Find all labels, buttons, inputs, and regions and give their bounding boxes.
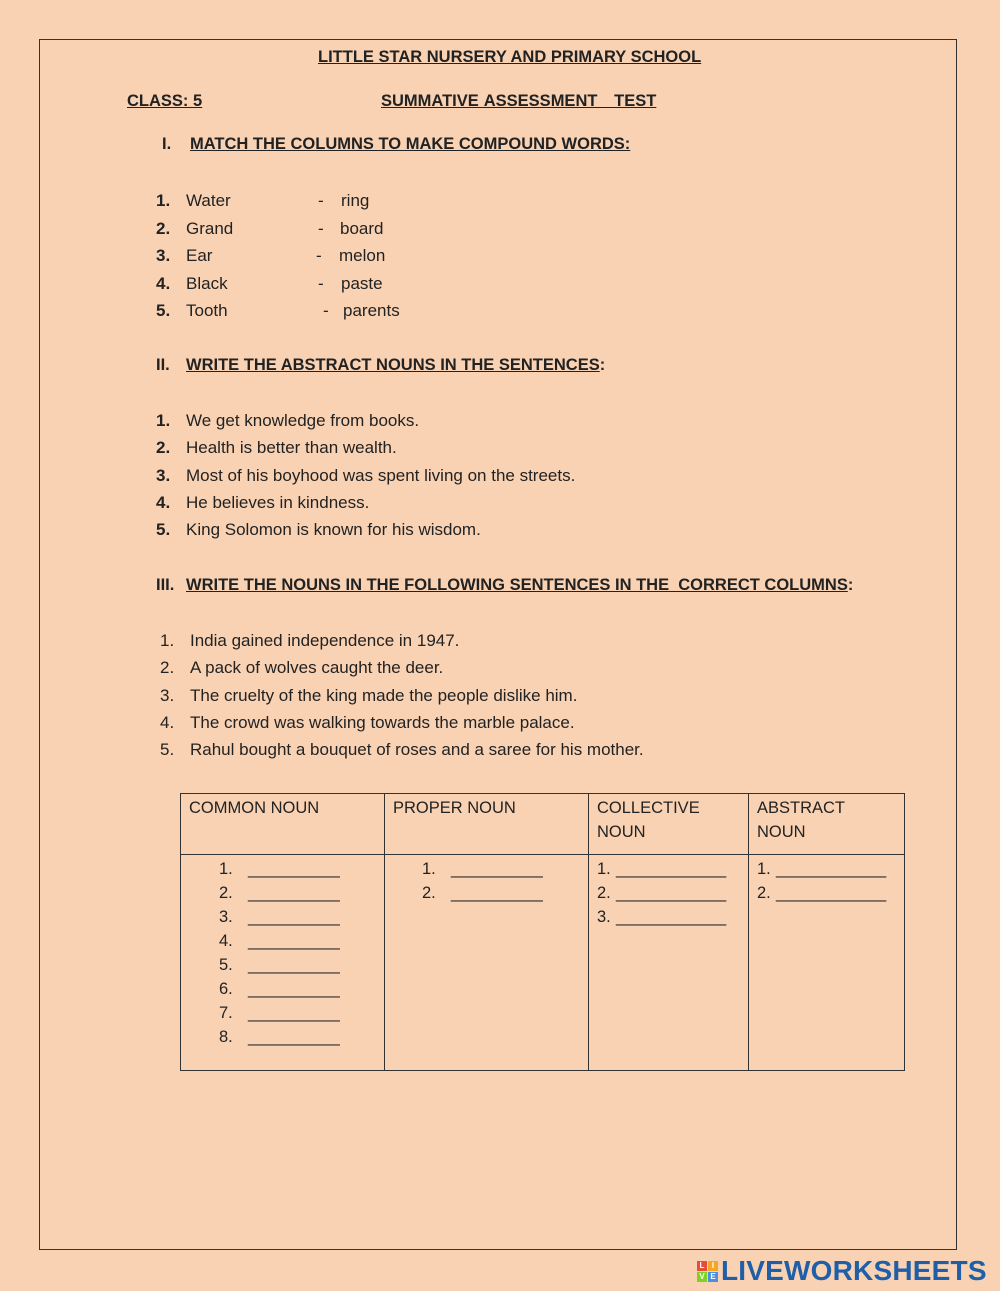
answer-number: 1. — [219, 860, 233, 878]
item-number: 5. — [160, 740, 175, 760]
answer-blank-line[interactable] — [597, 857, 747, 881]
item-number: 3. — [160, 685, 175, 705]
answer-blank[interactable]: __________ — [248, 932, 340, 950]
class-label: CLASS: 5 — [127, 92, 203, 110]
answer-blank[interactable]: __________ — [248, 908, 340, 926]
answer-number: 4. — [219, 932, 233, 950]
item-number: 2. — [160, 658, 175, 678]
school-title: LITTLE STAR NURSERY AND PRIMARY SCHOOL — [318, 48, 702, 66]
answer-blank[interactable]: __________ — [248, 884, 340, 902]
brand-text: LIVEWORKSHEETS — [721, 1255, 987, 1286]
logo-letter: L — [697, 1261, 707, 1271]
answer-blank[interactable]: __________ — [451, 860, 543, 878]
compound-dash: - — [323, 301, 329, 320]
answer-number: 3. — [597, 908, 611, 926]
compound-left-word: Grand — [186, 218, 234, 238]
section-2-number: II. — [156, 356, 170, 374]
answer-blank-line[interactable] — [219, 953, 383, 977]
compound-dash: - — [316, 246, 322, 265]
compound-item — [156, 218, 384, 239]
answer-number: 1. — [422, 860, 436, 878]
noun-sentence — [160, 631, 459, 651]
answer-blank[interactable]: __________ — [451, 884, 543, 902]
answer-number: 1. — [757, 860, 771, 878]
answer-blank[interactable]: ____________ — [616, 884, 727, 902]
answer-blank-line[interactable] — [422, 857, 587, 881]
answer-number: 2. — [757, 884, 771, 902]
abstract-sentence[interactable] — [156, 411, 419, 431]
answer-blank-line[interactable] — [757, 881, 903, 905]
answer-blank-line[interactable] — [219, 1001, 383, 1025]
compound-right-word[interactable]: parents — [343, 301, 400, 320]
item-number: 4. — [156, 273, 171, 293]
common-noun-cell[interactable] — [181, 855, 385, 1071]
header-common-noun: COMMON NOUN — [181, 794, 385, 855]
answer-blank-line[interactable] — [219, 881, 383, 905]
section-2-title: WRITE THE ABSTRACT NOUNS IN THE SENTENCES — [186, 356, 600, 374]
answer-blank[interactable]: ____________ — [616, 908, 727, 926]
compound-dash: - — [318, 191, 324, 210]
answer-blank[interactable]: ____________ — [776, 860, 887, 878]
section-3-number: III. — [156, 576, 175, 594]
item-number: 1. — [156, 191, 171, 210]
answer-blank-line[interactable] — [219, 977, 383, 1001]
item-number: 2. — [156, 438, 171, 458]
table-answer-row — [181, 855, 905, 1071]
section-2-colon: : — [599, 356, 606, 374]
section-2-heading — [156, 356, 605, 375]
item-number: 4. — [156, 492, 171, 512]
sentence-text: The cruelty of the king made the people dislike him. — [190, 685, 578, 705]
compound-left-word: Ear — [186, 246, 213, 265]
abstract-noun-cell[interactable] — [749, 855, 905, 1071]
item-number: 1. — [156, 411, 171, 430]
header-collective-noun: COLLECTIVE NOUN — [589, 794, 749, 855]
compound-right-word[interactable]: ring — [341, 191, 370, 210]
answer-blank[interactable]: __________ — [248, 1028, 340, 1046]
answer-blank[interactable]: __________ — [248, 980, 340, 998]
compound-left-word: Black — [186, 273, 228, 293]
section-3-colon: : — [847, 576, 854, 594]
compound-dash: - — [318, 273, 324, 293]
compound-right-word[interactable]: board — [340, 218, 384, 238]
answer-blank[interactable]: __________ — [248, 956, 340, 974]
noun-sentence — [160, 658, 443, 678]
noun-sentence — [160, 740, 644, 760]
abstract-sentence[interactable] — [156, 438, 397, 458]
sentence-text: Health is better than wealth. — [186, 438, 397, 458]
answer-number: 2. — [422, 884, 436, 902]
item-number: 5. — [156, 301, 171, 320]
collective-noun-cell[interactable] — [589, 855, 749, 1071]
item-number: 4. — [160, 712, 175, 732]
sentence-text: He believes in kindness. — [186, 492, 370, 512]
noun-columns-table — [180, 793, 905, 1071]
item-number: 2. — [156, 218, 171, 238]
compound-dash: - — [318, 218, 324, 238]
compound-item — [156, 301, 400, 321]
answer-blank-line[interactable] — [219, 929, 383, 953]
answer-number: 2. — [597, 884, 611, 902]
header-proper-noun: PROPER NOUN — [385, 794, 589, 855]
header-abstract-noun: ABSTRACT NOUN — [749, 794, 905, 855]
sentence-text: A pack of wolves caught the deer. — [190, 658, 444, 678]
section-3-heading — [156, 576, 853, 595]
answer-number: 7. — [219, 1004, 233, 1022]
compound-item — [156, 191, 370, 211]
compound-right-word[interactable]: melon — [339, 246, 386, 265]
sentence-text: India gained independence in 1947. — [190, 631, 460, 650]
answer-blank[interactable]: __________ — [248, 860, 340, 878]
proper-noun-cell[interactable] — [385, 855, 589, 1071]
answer-number: 5. — [219, 956, 233, 974]
item-number: 3. — [156, 465, 171, 485]
test-title: SUMMATIVE ASSESSMENT TEST — [381, 92, 657, 110]
sentence-text: We get knowledge from books. — [186, 411, 420, 430]
compound-item — [156, 273, 383, 294]
logo-letter: E — [708, 1272, 718, 1282]
answer-blank-line[interactable] — [757, 857, 903, 881]
logo-letter: I — [708, 1261, 718, 1271]
answer-blank[interactable]: __________ — [248, 1004, 340, 1022]
answer-blank-line[interactable] — [597, 905, 747, 929]
sentence-text: The crowd was walking towards the marble palace. — [190, 712, 575, 732]
answer-blank[interactable]: ____________ — [616, 860, 727, 878]
answer-blank-line[interactable] — [422, 881, 587, 905]
section-1-heading — [162, 135, 630, 154]
answer-blank[interactable]: ____________ — [776, 884, 887, 902]
answer-number: 3. — [219, 908, 233, 926]
answer-blank-line[interactable] — [219, 905, 383, 929]
table-header-row — [181, 794, 905, 855]
abstract-sentence[interactable] — [156, 520, 481, 540]
logo-letter: V — [697, 1272, 707, 1282]
answer-blank-line[interactable] — [597, 881, 747, 905]
noun-sentence — [160, 713, 575, 733]
section-3-title: WRITE THE NOUNS IN THE FOLLOWING SENTENCES IN THE CORRECT COLUMNS — [186, 576, 848, 594]
item-number: 3. — [156, 246, 171, 265]
item-number: 5. — [156, 520, 171, 540]
answer-blank-line[interactable] — [219, 1025, 383, 1049]
abstract-sentence[interactable] — [156, 493, 369, 513]
answer-number: 6. — [219, 980, 233, 998]
answer-number: 8. — [219, 1028, 233, 1046]
abstract-sentence[interactable] — [156, 466, 575, 486]
sentence-text: Rahul bought a bouquet of roses and a saree for his mother. — [190, 740, 644, 760]
compound-left-word: Water — [186, 191, 231, 210]
compound-item — [156, 246, 386, 266]
sentence-text: Most of his boyhood was spent living on the streets. — [186, 465, 576, 485]
answer-number: 1. — [597, 860, 611, 878]
answer-number: 2. — [219, 884, 233, 902]
compound-right-word[interactable]: paste — [341, 273, 383, 293]
answer-blank-line[interactable] — [219, 857, 383, 881]
liveworksheets-logo-icon — [697, 1261, 718, 1282]
item-number: 1. — [160, 631, 175, 650]
sentence-text: King Solomon is known for his wisdom. — [186, 520, 481, 540]
section-1-title: MATCH THE COLUMNS TO MAKE COMPOUND WORDS: — [190, 135, 631, 153]
compound-left-word: Tooth — [186, 301, 228, 320]
noun-sentence — [160, 686, 577, 706]
section-1-number: I. — [162, 135, 172, 153]
liveworksheets-brand — [697, 1254, 997, 1288]
